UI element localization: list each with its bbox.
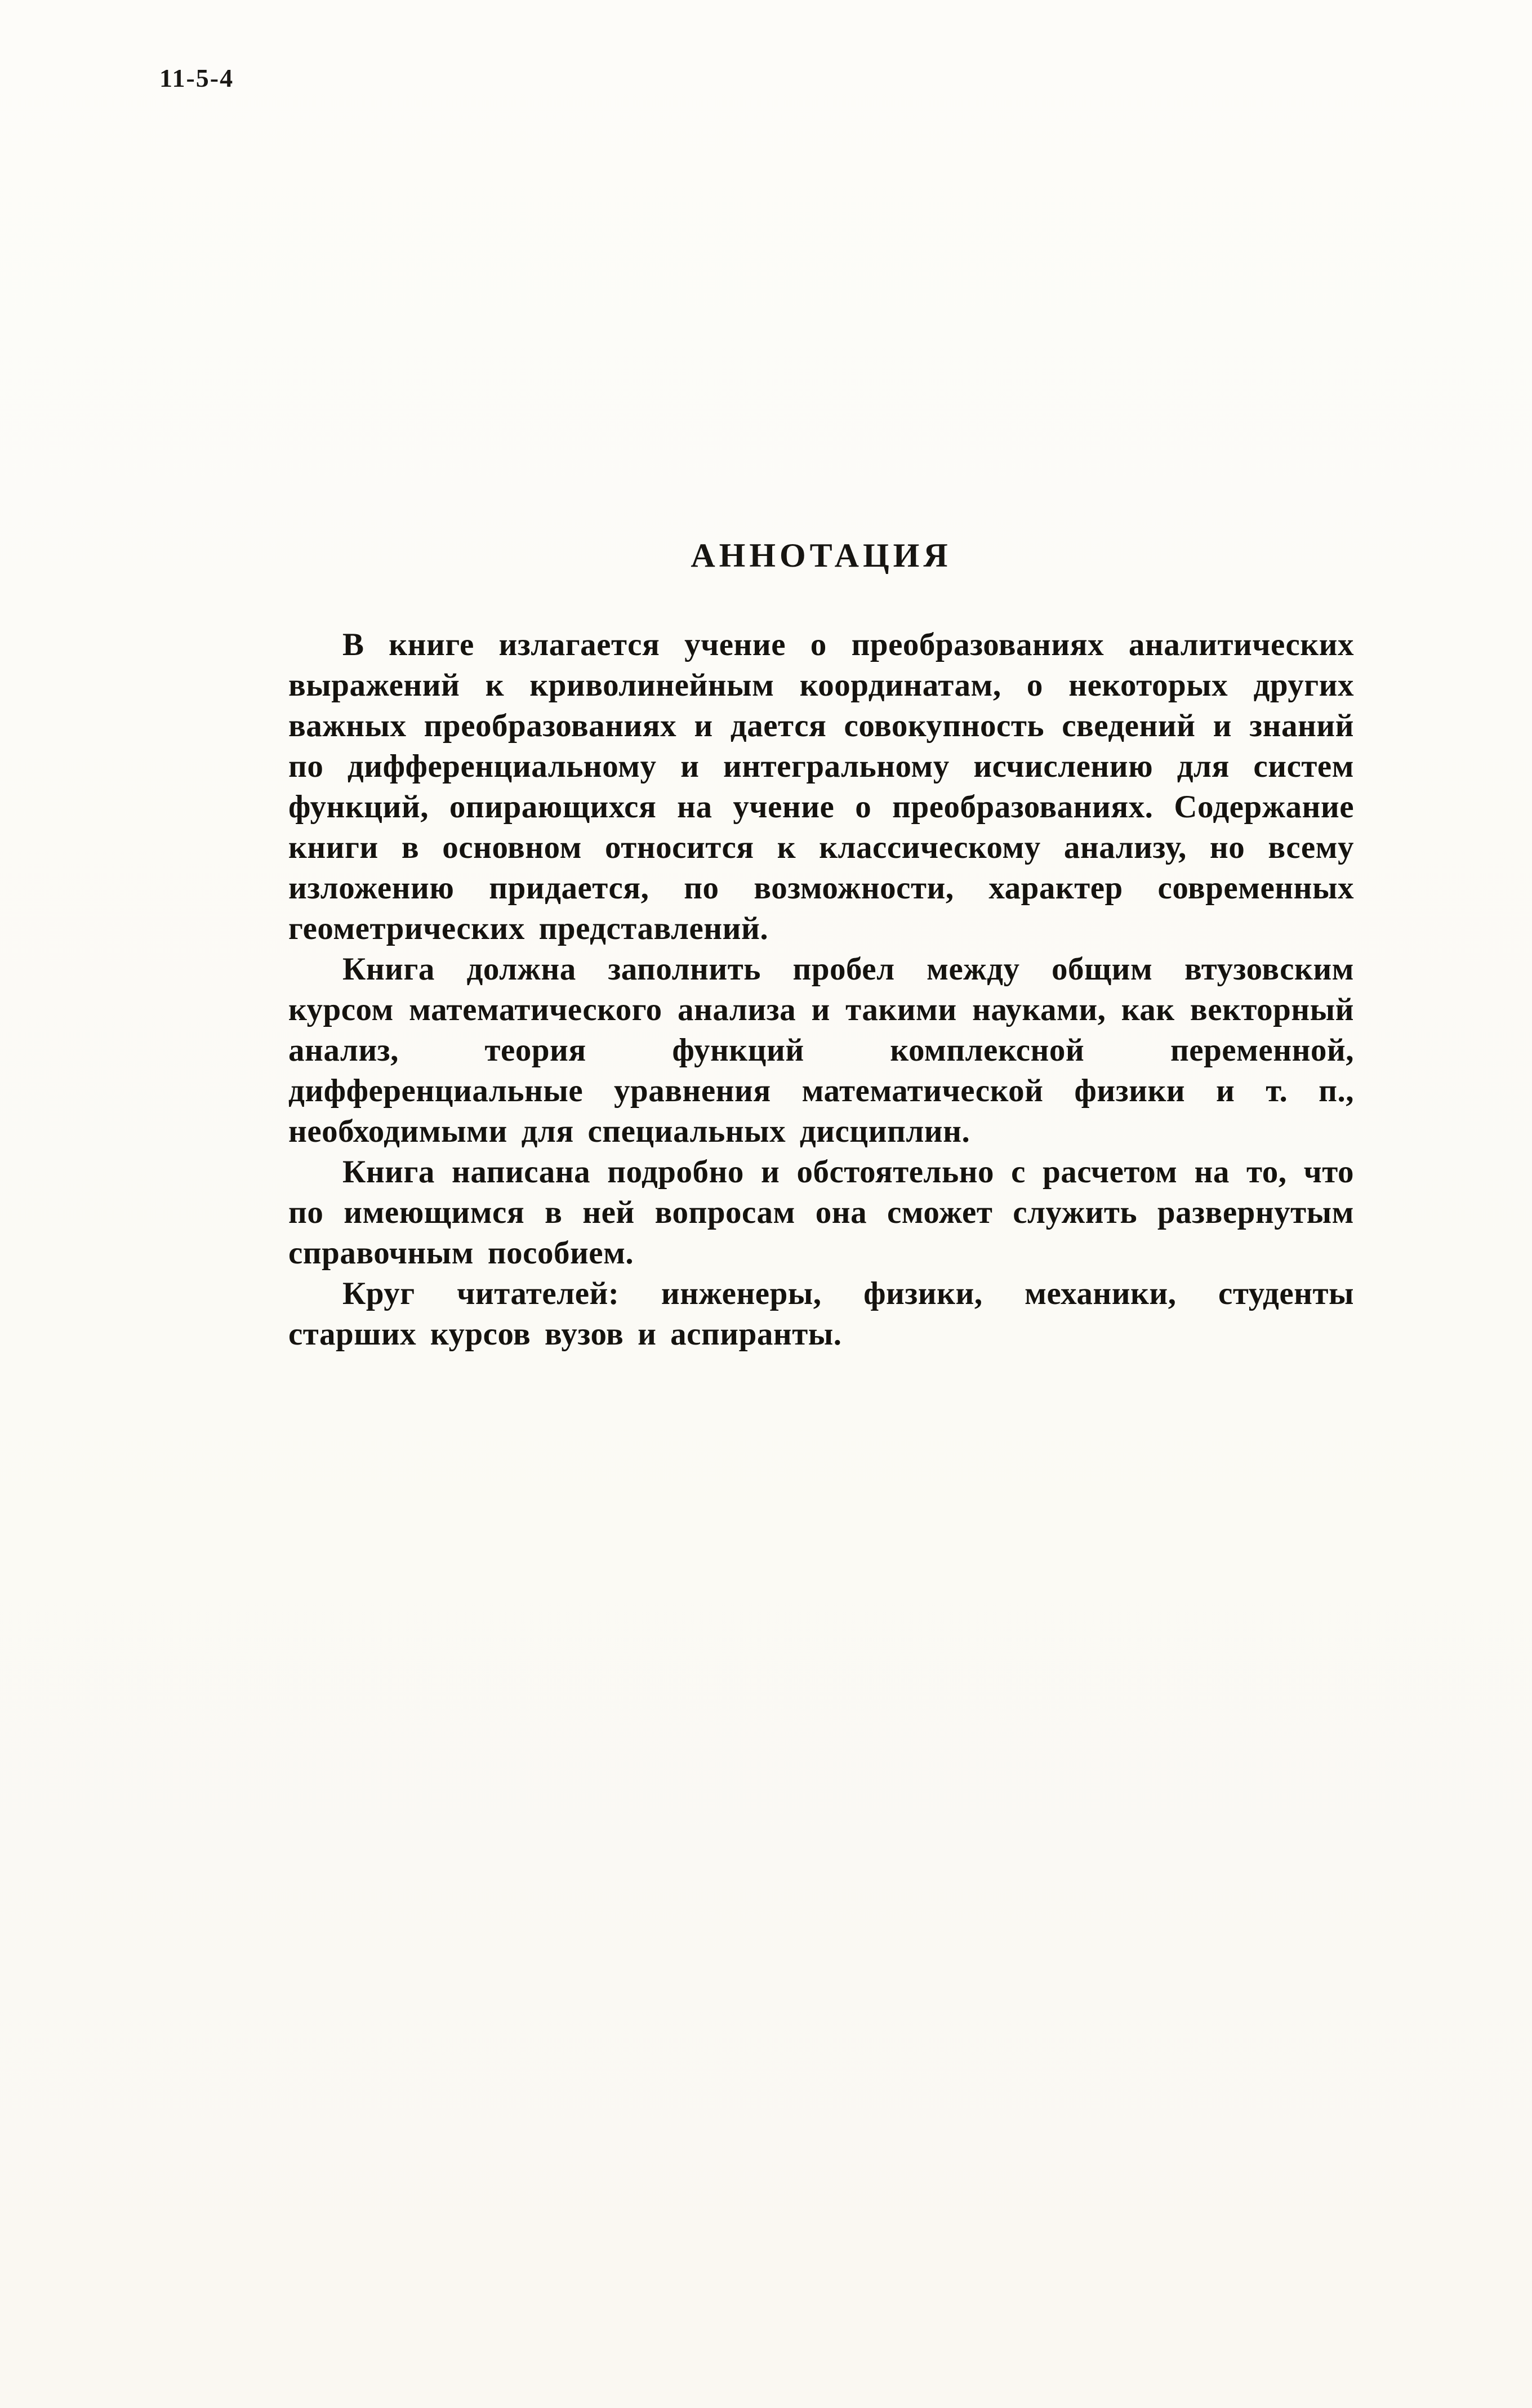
annotation-block: [288, 536, 1354, 1355]
annotation-paragraph-4: Круг читателей: инженеры, физики, механики, студенты старших курсов вузов и аспиранты.: [288, 1276, 1354, 1352]
annotation-paragraph-3: Книга написана подробно и обстоятельно с расчетом на то, что по имеющимся в ней вопросам она сможет служить развернутым справочным пособием.: [288, 1154, 1354, 1271]
annotation-paragraph-1: В книге излагается учение о преобразованиях аналитических выражений к криволинейным координатам, о некоторых других важных преобразованиях и дается совокупность сведений и знаний по дифференциальному и интегральному исчислению для систем функций, опирающихся на учение о преобразованиях. Содержание книги в основном относится к классическому анализу, но всему изложению придается, по возможности, характер современных геометрических представлений.: [288, 627, 1354, 946]
annotation-paragraph-2: Книга должна заполнить пробел между общим втузовским курсом математического анализа и такими науками, как векторный анализ, теория функций комплексной переменной, дифференциальные уравнения математической физики и т. п., необходимыми для специальных дисциплин.: [288, 951, 1354, 1149]
annotation-heading: АННОТАЦИЯ: [691, 537, 952, 574]
page-code: 11-5-4: [159, 64, 234, 92]
